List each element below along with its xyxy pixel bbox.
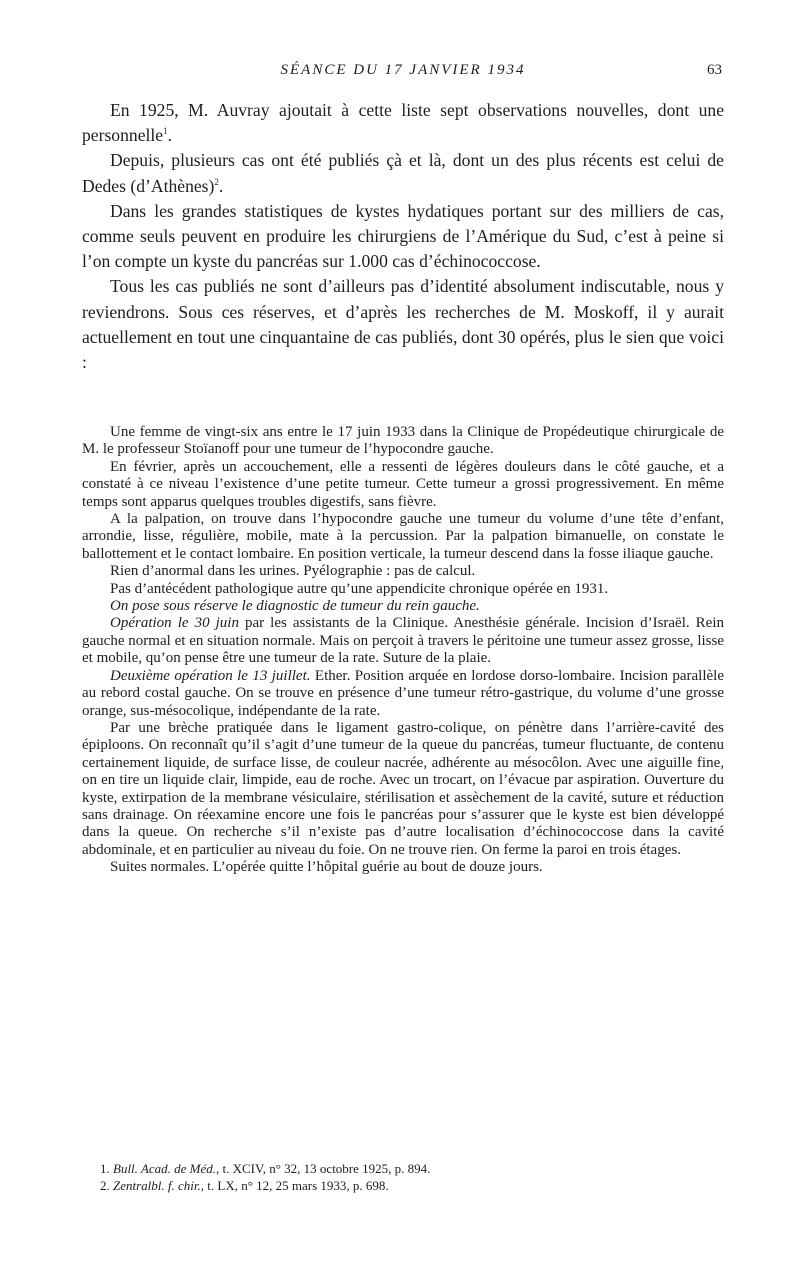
paragraph-text: par les assistants de la Clinique. Anesthésie générale. Incision d’Israël. Rein gauche normal et en situation normale. Mais on perçoit à travers le péritoine une tumeur assez grosse, lisse et mobile, qu’on pense être une tumeur de la rate. Suture de la plaie. [82, 615, 725, 667]
footnote-ref-2: 2 [214, 176, 219, 187]
footnote-ref-1: 1 [163, 126, 168, 137]
case-paragraph: A la palpation, on trouve dans l’hypocondre gauche une tumeur du volume d’une tête d’enfant, arrondie, lisse, régulière, mobile, mate à la percussion. Par la palpation bimanuelle, on constate le ballottement et le contact lombaire. En position verticale, la tumeur descend dans la fosse iliaque gauche. [82, 511, 724, 562]
paragraph-text: En 1925, M. Auvray ajoutait à cette liste sept observations nouvelles, dont une personnelle [82, 100, 724, 146]
intro-paragraph: Dans les grandes statistiques de kystes hydatiques portant sur des milliers de cas, comme seuls peuvent en produire les chirurgiens de l’Amérique du Sud, c’est à peine si l’on compte un kyste du pancréas sur 1.000 cas d’échinococcose. [82, 200, 724, 272]
paragraph-text: Ether. Position arquée en lordose dorso-lombaire. Incision parallèle au rebord costal gauche. On se trouve en présence d’une tumeur rétro-gastrique, du volume d’une grosse orange, sus-mésocolique, indépendante de la rate. [82, 667, 724, 719]
intro-paragraph [82, 98, 724, 148]
footnote-citation: , t. LX, n° 12, 25 mars 1933, p. 698. [200, 1178, 389, 1193]
case-report [82, 424, 724, 877]
case-paragraph [82, 615, 724, 667]
intro-paragraph: Tous les cas publiés ne sont d’ailleurs pas d’identité absolument indiscutable, nous y reviendrons. Sous ces réserves, et d’après les recherches de M. Moskoff, il y aurait actuellement en tout une cinquantaine de cas publiés, dont 30 opérés, plus le sien que voici : [82, 276, 724, 373]
intro-text [82, 98, 724, 375]
footnote-number: 2. [100, 1178, 110, 1193]
page-number: 63 [707, 62, 722, 78]
footnote-number: 1. [100, 1161, 110, 1176]
case-paragraph: Rien d’anormal dans les urines. Pyélographie : pas de calcul. [110, 563, 476, 580]
paragraph-end: . [218, 175, 224, 196]
header-title: SÉANCE DU 17 JANVIER 1934 [280, 62, 526, 78]
paragraph-end: . [167, 125, 173, 146]
paragraph-text: Depuis, plusieurs cas ont été publiés çà et là, dont un des plus récents est celui de Dedes (d’Athènes) [82, 150, 724, 196]
case-paragraph: Par une brèche pratiquée dans le ligament gastro-colique, on pénètre dans l’arrière-cavité des épiploons. On reconnaît qu’il s’agit d’une tumeur de la queue du pancréas, tumeur fluctuante, de contenu certainement liquide, de surface lisse, de couleur nacrée, adhérente au mésocôlon. Avec une aiguille fine, on en tire un liquide clair, limpide, eau de roche. Avec un trocart, on l’évacue par aspiration. Ouverture du kyste, extirpation de la membrane vésiculaire, stérilisation et assèchement de la cavité, suture et réduction sans drainage. On réexamine encore une fois le pancréas pour s’assurer que le kyste est bien développé dans la queue. On recherche s’il n’existe pas d’autre localisation d’échinococcose dans la cavité abdominale, et en particulier au niveau du foie. On ne trouve rien. On ferme la paroi en trois étages. [82, 719, 724, 858]
footnotes [82, 1160, 724, 1194]
second-operation-lead: Deuxième opération le 13 juillet. [110, 667, 311, 684]
intro-paragraph [82, 148, 724, 198]
case-paragraph: Pas d’antécédent pathologique autre qu’une appendicite chronique opérée en 1931. [110, 580, 609, 597]
case-paragraph [82, 668, 724, 720]
case-paragraph: Une femme de vingt-six ans entre le 17 juin 1933 dans la Clinique de Propédeutique chirurgicale de M. le professeur Stoïanoff pour une tumeur de l’hypocondre gauche. [82, 424, 724, 458]
footnote-citation: , t. XCIV, n° 32, 13 octobre 1925, p. 894. [216, 1161, 431, 1176]
case-paragraph: Suites normales. L’opérée quitte l’hôpital guérie au bout de douze jours. [110, 859, 543, 876]
footnote-journal: Bull. Acad. de Méd. [113, 1161, 217, 1176]
diagnosis-paragraph: On pose sous réserve le diagnostic de tumeur du rein gauche. [110, 598, 480, 615]
case-paragraph: En février, après un accouchement, elle a ressenti de légères douleurs dans le côté gauche, et a constaté à ce niveau l’existence d’une petite tumeur. Cette tumeur a grossi progressivement. En même temps sont apparus quelques troubles digestifs, sans fièvre. [82, 458, 724, 510]
footnote-2 [82, 1177, 724, 1194]
first-operation-lead: Opération le 30 juin [110, 615, 239, 632]
running-header [82, 62, 724, 82]
footnote-journal: Zentralbl. f. chir. [113, 1178, 201, 1193]
footnote-1 [82, 1160, 724, 1177]
